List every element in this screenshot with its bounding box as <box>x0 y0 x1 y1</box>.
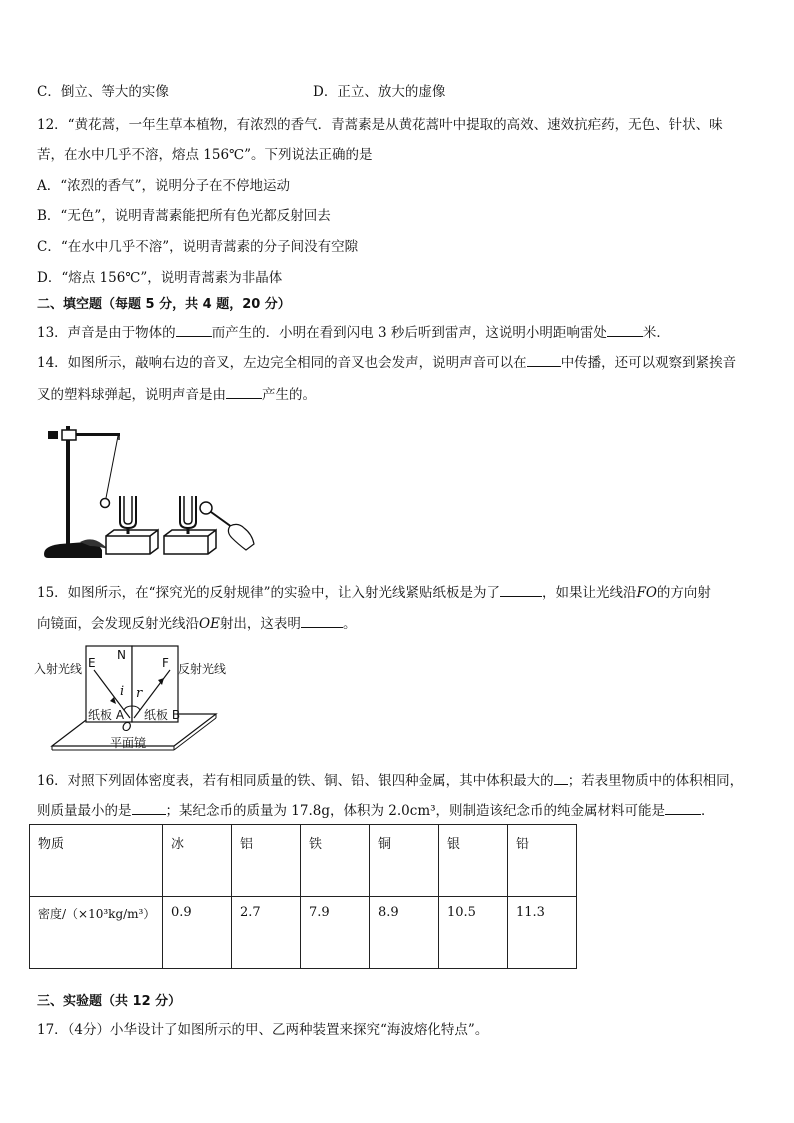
q13-part1: 13．声音是由于物体的 <box>37 325 176 341</box>
label-o: O <box>122 720 132 734</box>
q16-part5: ． <box>701 803 715 819</box>
section2-heading: 二、填空题（每题 5 分，共 4 题，20 分） <box>37 297 291 312</box>
density-cell: 8.9 <box>370 897 439 969</box>
right-tuning-fork <box>180 496 196 528</box>
q14-part2: 中传播，还可以观察到紧挨音 <box>560 355 737 371</box>
q12-option-b: B．“无色”，说明青蒿素能把所有色光都反射回去 <box>37 208 331 224</box>
q15-line1 <box>37 582 711 603</box>
label-board-a: 纸板 A <box>88 708 125 722</box>
density-cell: 2.7 <box>232 897 301 969</box>
table-row-density <box>30 897 577 969</box>
header-label: 物质 <box>30 825 163 897</box>
q14-part3: 叉的塑料球弹起，说明声音是由 <box>37 387 226 403</box>
q13-part3: 米． <box>642 325 670 341</box>
q16-part3: 则质量最小的是 <box>37 803 132 819</box>
mallet-head <box>200 502 212 514</box>
stand-knob <box>48 431 58 439</box>
q15-part4: 向镜面，会发现反射光线沿 <box>37 616 199 632</box>
q13-part2: 而产生的．小明在看到闪电 3 秒后听到雷声，这说明小明距响雷处 <box>211 325 607 341</box>
q16-blank1 <box>554 770 568 785</box>
q15-fo: FO <box>636 585 657 601</box>
tuning-fork-figure <box>40 418 260 568</box>
material-cell: 铁 <box>301 825 370 897</box>
q16-part4: ；某纪念币的质量为 17.8g，体积为 2.0cm³，则制造该纪念币的纯金属材料可能是 <box>165 803 666 819</box>
q12-stem-line2: 苦，在水中几乎不溶，熔点 156℃”。下列说法正确的是 <box>37 147 373 163</box>
q11-option-d: D．正立、放大的虚像 <box>313 84 446 100</box>
q14-part1: 14．如图所示，敲响右边的音叉，左边完全相同的音叉也会发声，说明声音可以在 <box>37 355 527 371</box>
q14-part4: 产生的。 <box>262 387 316 403</box>
pendulum-string <box>106 436 118 498</box>
q16-line2 <box>37 800 715 821</box>
q14-line2 <box>37 384 316 405</box>
q14-blank1 <box>527 352 561 367</box>
right-fork-inner <box>184 496 192 524</box>
q14-line1 <box>37 352 736 373</box>
q16-part2: ；若表里物质中的体积相同， <box>567 773 744 789</box>
left-fork-inner <box>124 496 132 524</box>
q15-blank1 <box>500 582 542 597</box>
q16-blank3 <box>665 800 701 815</box>
label-e: E <box>88 656 96 670</box>
q15-part6: 。 <box>342 616 357 632</box>
q12-option-a: A．“浓烈的香气”，说明分子在不停地运动 <box>37 178 291 194</box>
q13 <box>37 322 670 343</box>
table-row-material <box>30 825 577 897</box>
q15-part1: 15．如图所示，在“探究光的反射规律”的实验中，让入射光线紧贴纸板是为了 <box>37 585 500 601</box>
row-label: 密度/（×10³kg/m³） <box>30 897 163 969</box>
material-cell: 铜 <box>370 825 439 897</box>
q12-option-d: D．“熔点 156℃”，说明青蒿素为非晶体 <box>37 270 283 286</box>
q12-option-c: C．“在水中几乎不溶”，说明青蒿素的分子间没有空隙 <box>37 239 359 255</box>
reflection-figure <box>30 642 240 754</box>
stand-arm <box>76 433 120 436</box>
q15-part2: ，如果让光线沿 <box>541 585 637 601</box>
material-cell: 铝 <box>232 825 301 897</box>
stand-clamp <box>62 430 76 440</box>
density-cell: 0.9 <box>163 897 232 969</box>
q17-stem: 17．（4分）小华设计了如图所示的甲、乙两种装置来探究“海波熔化特点”。 <box>37 1022 489 1038</box>
density-cell: 10.5 <box>439 897 508 969</box>
left-tuning-fork <box>120 496 136 528</box>
q14-blank2 <box>226 384 262 399</box>
label-n: N <box>117 648 126 662</box>
incident-label: 入射光线 <box>34 662 83 676</box>
q11-option-c: C．倒立、等大的实像 <box>37 84 169 100</box>
q15-oe: OE <box>199 616 220 632</box>
material-cell: 银 <box>439 825 508 897</box>
density-cell: 11.3 <box>508 897 577 969</box>
label-i: i <box>120 684 125 699</box>
section3-heading: 三、实验题（共 12 分） <box>37 994 182 1009</box>
label-f: F <box>162 656 169 670</box>
q15-blank2 <box>301 613 343 628</box>
q15-part5: 射出，这表明 <box>219 616 301 632</box>
q15-line2 <box>37 613 356 634</box>
q12-stem-line1: 12．“黄花蒿，一年生草本植物，有浓烈的香气．青蒿素是从黄花蒿叶中提取的高效、速效抗疟药，无色、针状、味 <box>37 117 723 133</box>
stand-rod <box>66 426 70 546</box>
material-cell: 铅 <box>508 825 577 897</box>
q13-blank1 <box>176 322 212 337</box>
label-mirror: 平面镜 <box>110 736 147 750</box>
density-cell: 7.9 <box>301 897 370 969</box>
plastic-ball <box>101 499 110 508</box>
material-cell: 冰 <box>163 825 232 897</box>
label-r: r <box>136 686 143 701</box>
q13-blank2 <box>607 322 643 337</box>
hand <box>228 524 254 550</box>
density-table <box>29 824 577 969</box>
reflected-label: 反射光线 <box>178 662 227 676</box>
q16-blank2 <box>132 800 166 815</box>
label-board-b: 纸板 B <box>144 708 181 722</box>
q16-line1 <box>37 770 743 791</box>
q15-part3: 的方向射 <box>656 585 711 601</box>
q16-part1: 16．对照下列固体密度表，若有相同质量的铁、铜、铅、银四种金属，其中体积最大的 <box>37 773 554 789</box>
